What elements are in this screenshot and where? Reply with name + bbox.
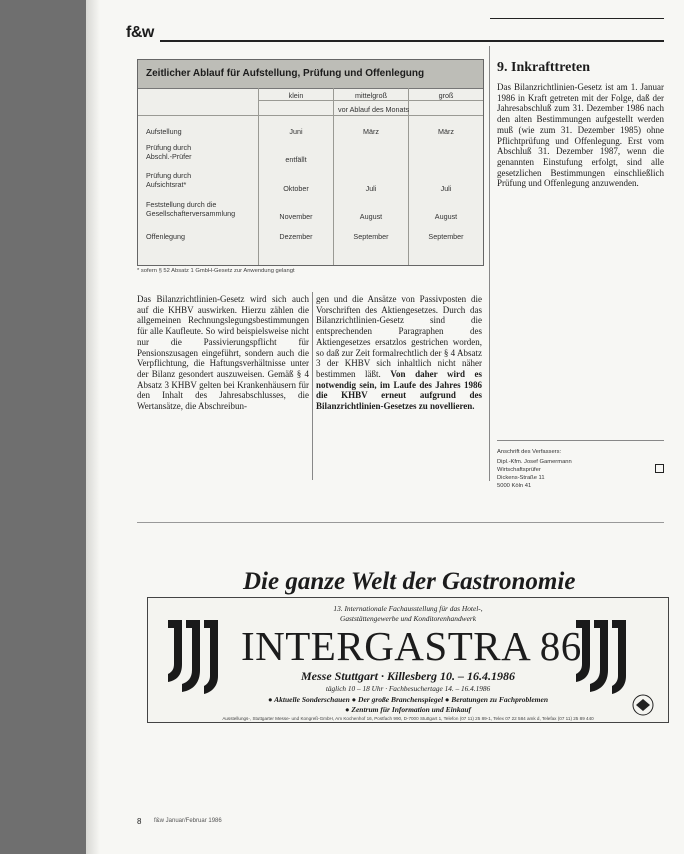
article-column-2 [316,294,482,412]
row-label-aufstellung: Aufstellung [146,127,182,136]
author-street: Dickens-Straße 11 [497,475,545,481]
column-divider-1 [312,292,313,480]
cell-feststellung-mittel: August [359,212,383,221]
column-subheader: vor Ablauf des Monats [338,105,410,114]
trade-fair-emblem-icon [632,694,654,716]
ad-footer: Ausstellungs-, Stuttgarter Messe- und Kongreß-GmbH, Am Kochenhof 16, Postfach 990, D-7000 Stuttgart 1, Telefon (07 11) 25 89-1, Telex 07 22 584 amk d, Telefax (07 11) 25 89 440 [222,716,594,721]
end-mark-icon [655,464,664,473]
article-column-2-text: gen und die Ansätze von Passivposten die Vorschriften des Aktiengesetzes. Durch das Bilanzrichtlinien-Gesetz sind die entsprechenden Paragraphen des Aktiengesetzes ersatzlos gestrichen worden, so daß zur Zeit formalrechtlich der § 4 Absatz 3 der KHBV sich inhaltlich nicht näher bestimmen läßt. [316,294,482,379]
cell-pruefung-klein: Oktober [283,184,309,193]
table-footnote: * sofern § 52 Absatz 1 GmbH-Gesetz zur Anwendung gelangt [137,268,295,274]
ad-headline: Die ganze Welt der Gastronomie [243,568,576,595]
author-title: Wirtschaftsprüfer [497,467,541,473]
author-rule [497,440,664,441]
table-header [138,60,483,89]
ad-features-line-2: ● Zentrum für Information und Einkauf [344,705,472,714]
ad-separator-rule [137,522,664,523]
cell-aufstellung-mittel: März [363,127,379,136]
ad-brand: INTERGASTRA 86 [241,623,582,669]
article-column-3: Das Bilanzrichtlinien-Gesetz ist am 1. Januar 1986 in Kraft getreten mit der Folge, daß der Jahresabschluß zum 31. Dezember 1986 nach den alten Bestimmungen aufgestellt werden muß (wie zum 31. Dezember 1985) ohne Pflichtprüfung und Offenlegung. Erst vom Abschluß 31. Dezember 1987, wenn die genannten Einstufung erfolgt, sind alle gesetzlichen Bestimmungen einschließlich Prüfung und Offenlegung anzuwenden. [497,82,664,189]
column-header-klein: klein [288,91,304,100]
cell-feststellung-gross: August [434,212,458,221]
author-name: Dipl.-Kfm. Josef Gamermann [497,459,572,465]
row-label-feststellung: Feststellung durch die Gesellschafterversammlung [146,200,236,218]
schedule-table [137,59,484,266]
cell-offenlegung-gross: September [428,232,464,241]
article-column-2-bold: Von daher wird es notwendig sein, im Laufe des Jahres 1986 die KHBV erneut aufgrund des Bilanzrichtlinien-Gesetzes zu novellieren. [316,368,482,412]
row-label-pruefung-abschlusspruefer: Prüfung durch Abschl.-Prüfer [146,143,192,161]
article-column-1: Das Bilanzrichtlinien-Gesetz wird sich auch auf die KHBV auswirken. Hierzu zählen die allgemeinen Rechnungslegungsbestimmungen für alle Kaufleute. So wird beispielsweise nicht nur die Passivierungspflicht für Pensionszusagen eingeführt, sondern auch die Verpflichtung, die Haftungsverhältnisse unter der Bilanz gesondert auszuweisen. Gemäß § 4 Absatz 3 KHBV gelten bei Krankenhäusern für den Inhalt des Jahresabschlusses, die Wertansätze, die Abschreibun- [137,294,309,412]
author-address [497,448,647,490]
cell-entfaellt: entfällt [285,155,307,164]
section-heading: 9. Inkrafttreten [497,60,591,75]
intergastra-advertisement [147,597,669,723]
column-header-mittelgross: mittelgroß [355,91,387,100]
ad-dates: Messe Stuttgart · Killesberg 10. – 16.4.1986 [300,669,515,683]
page-gutter [86,0,100,854]
cell-offenlegung-klein: Dezember [279,232,313,241]
table-title: Zeitlicher Ablauf für Aufstellung, Prüfung und Offenlegung [146,68,425,79]
ad-subtitle-line-2: Gaststättengewerbe und Konditorenhandwerk [339,613,477,623]
intergastra-logo-left-icon [160,616,224,696]
cell-feststellung-klein: November [279,212,313,221]
column-header-gross: groß [438,91,454,100]
column-divider-right [489,46,490,481]
header-rule-right [490,18,664,19]
cell-aufstellung-klein: Juni [289,127,303,136]
author-label: Anschrift des Verfassers: [497,449,562,455]
ad-opening-times: täglich 10 – 18 Uhr · Fachbesuchertage 14. – 16.4.1986 [325,684,491,693]
header-rule [160,40,664,42]
row-label-offenlegung: Offenlegung [146,232,186,241]
row-label-pruefung-aufsichtsrat: Prüfung durch Aufsichtsrat* [146,171,192,189]
cell-offenlegung-mittel: September [353,232,389,241]
cell-pruefung-gross: Juli [440,184,452,193]
author-city: 5000 Köln 41 [497,483,532,489]
cell-pruefung-mittel: Juli [365,184,377,193]
magazine-logo: f&w [126,24,154,41]
issue-info: f&w Januar/Februar 1986 [154,818,222,824]
ad-subtitle [288,604,528,623]
ad-features-line-1: ● Aktuelle Sonderschauen ● Der große Branchenspiegel ● Beratungen zu Fachproblemen [267,695,548,704]
table-grid-h2 [138,115,483,116]
cell-aufstellung-gross: März [438,127,454,136]
ad-subtitle-line-1: 13. Internationale Fachausstellung für das Hotel-, [333,604,483,613]
page-number: 8 [137,817,142,826]
table-grid-h1 [258,100,483,101]
